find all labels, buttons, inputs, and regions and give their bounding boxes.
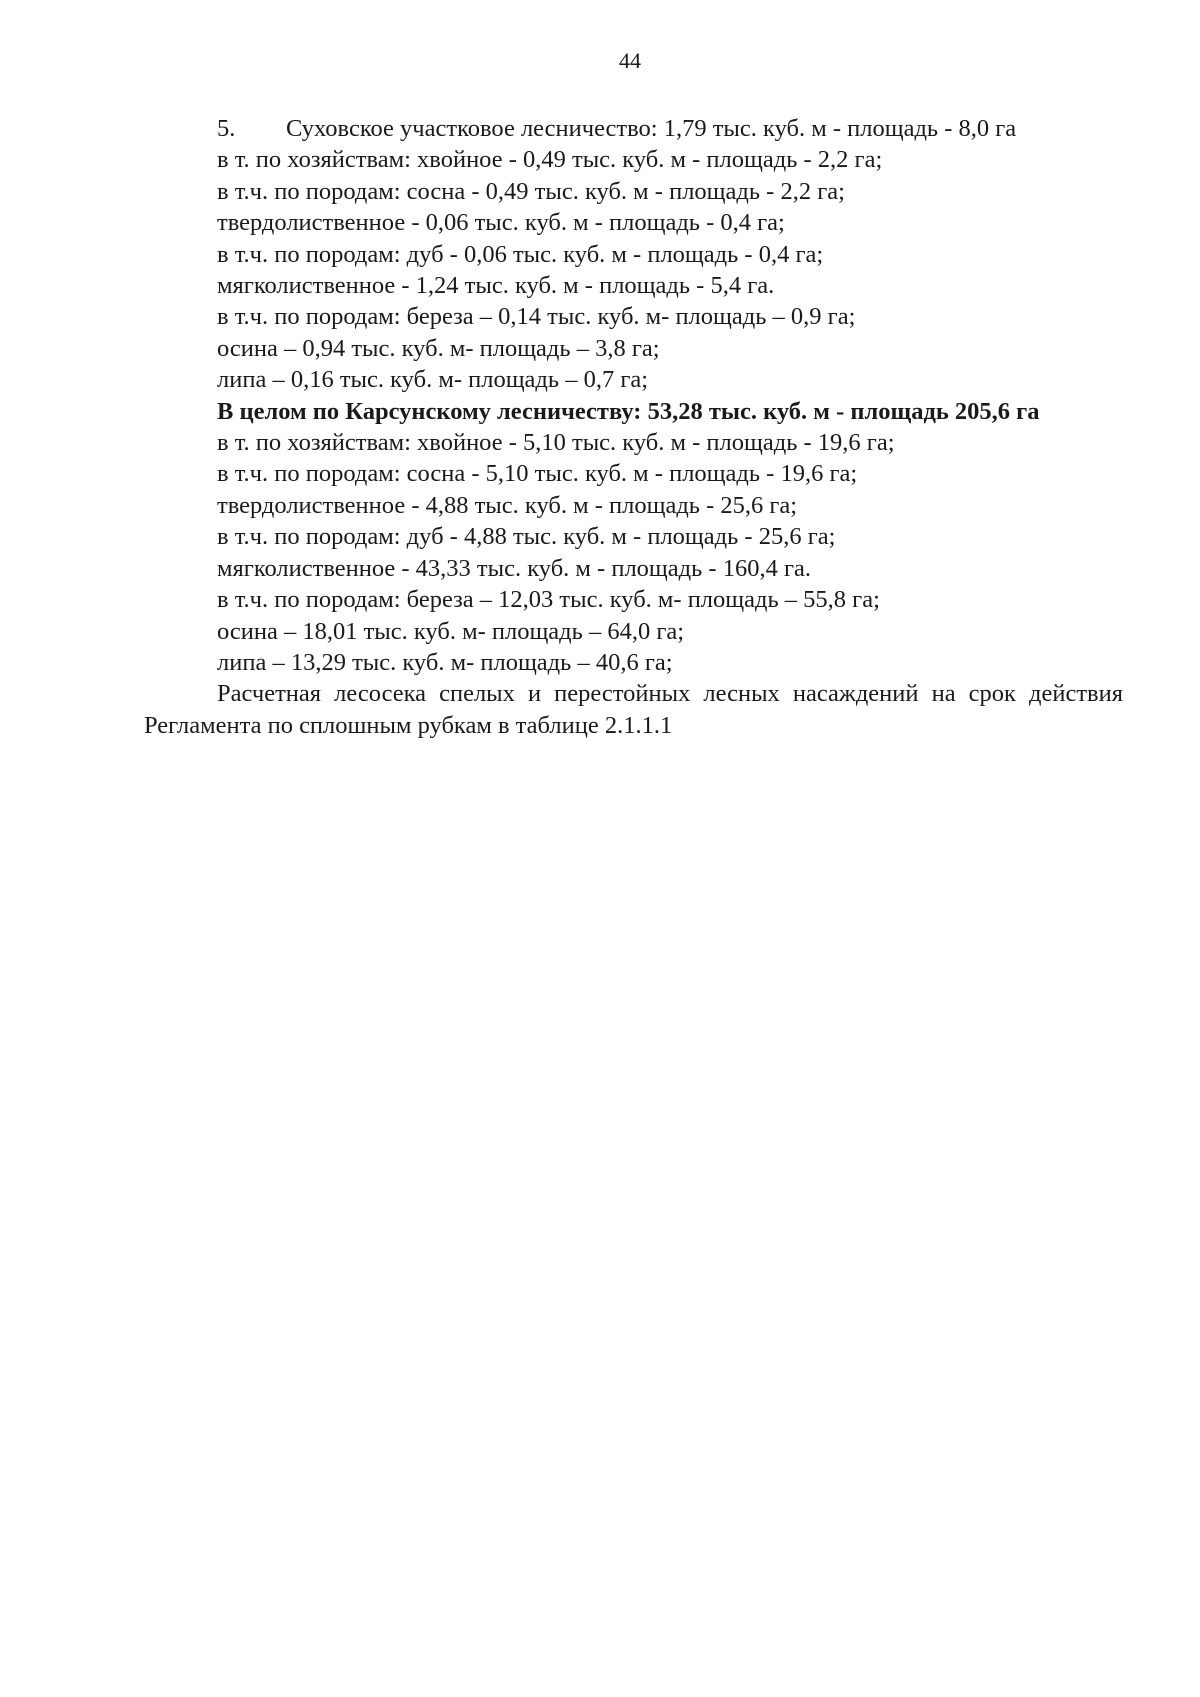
total-summary-heading: В целом по Карсунскому лесничеству: 53,28 тыс. куб. м - площадь 205,6 га	[217, 397, 1040, 425]
item-heading	[144, 113, 1123, 144]
item-number: 5.	[217, 115, 236, 142]
total-line: мягколиственное - 43,33 тыс. куб. м - площадь - 160,4 га.	[217, 554, 812, 582]
item-line: в т.ч. по породам: дуб - 0,06 тыс. куб. м - площадь - 0,4 га;	[217, 240, 824, 268]
item-line: твердолиственное - 0,06 тыс. куб. м - площадь - 0,4 га;	[217, 209, 785, 237]
closing-paragraph: Расчетная лесосека спелых и перестойных лесных насаждений на срок действия Регламента по сплошным рубкам в таблице 2.1.1.1	[144, 680, 1123, 739]
total-line: осина – 18,01 тыс. куб. м- площадь – 64,0 га;	[217, 617, 685, 645]
item-line: в т.ч. по породам: сосна - 0,49 тыс. куб. м - площадь - 2,2 га;	[217, 177, 845, 205]
total-line: твердолиственное - 4,88 тыс. куб. м - площадь - 25,6 га;	[217, 491, 798, 519]
item-line: осина – 0,94 тыс. куб. м- площадь – 3,8 га;	[217, 334, 660, 362]
item-line: в т.ч. по породам: береза – 0,14 тыс. куб. м- площадь – 0,9 га;	[217, 303, 856, 331]
item-title: Суховское участковое лесничество: 1,79 тыс. куб. м - площадь - 8,0 га	[286, 115, 1017, 142]
total-line: в т.ч. по породам: дуб - 4,88 тыс. куб. м - площадь - 25,6 га;	[217, 523, 836, 551]
total-line: в т. по хозяйствам: хвойное - 5,10 тыс. куб. м - площадь - 19,6 га;	[217, 429, 895, 457]
document-body	[144, 113, 1123, 741]
item-line: мягколиственное - 1,24 тыс. куб. м - площадь - 5,4 га.	[217, 272, 775, 300]
total-line: липа – 13,29 тыс. куб. м- площадь – 40,6 га;	[217, 648, 673, 676]
total-line: в т.ч. по породам: сосна - 5,10 тыс. куб. м - площадь - 19,6 га;	[217, 460, 858, 488]
item-line: в т. по хозяйствам: хвойное - 0,49 тыс. куб. м - площадь - 2,2 га;	[217, 146, 883, 174]
total-line: в т.ч. по породам: береза – 12,03 тыс. куб. м- площадь – 55,8 га;	[217, 586, 880, 614]
page-number: 44	[619, 48, 641, 73]
item-line: липа – 0,16 тыс. куб. м- площадь – 0,7 га;	[217, 366, 649, 394]
